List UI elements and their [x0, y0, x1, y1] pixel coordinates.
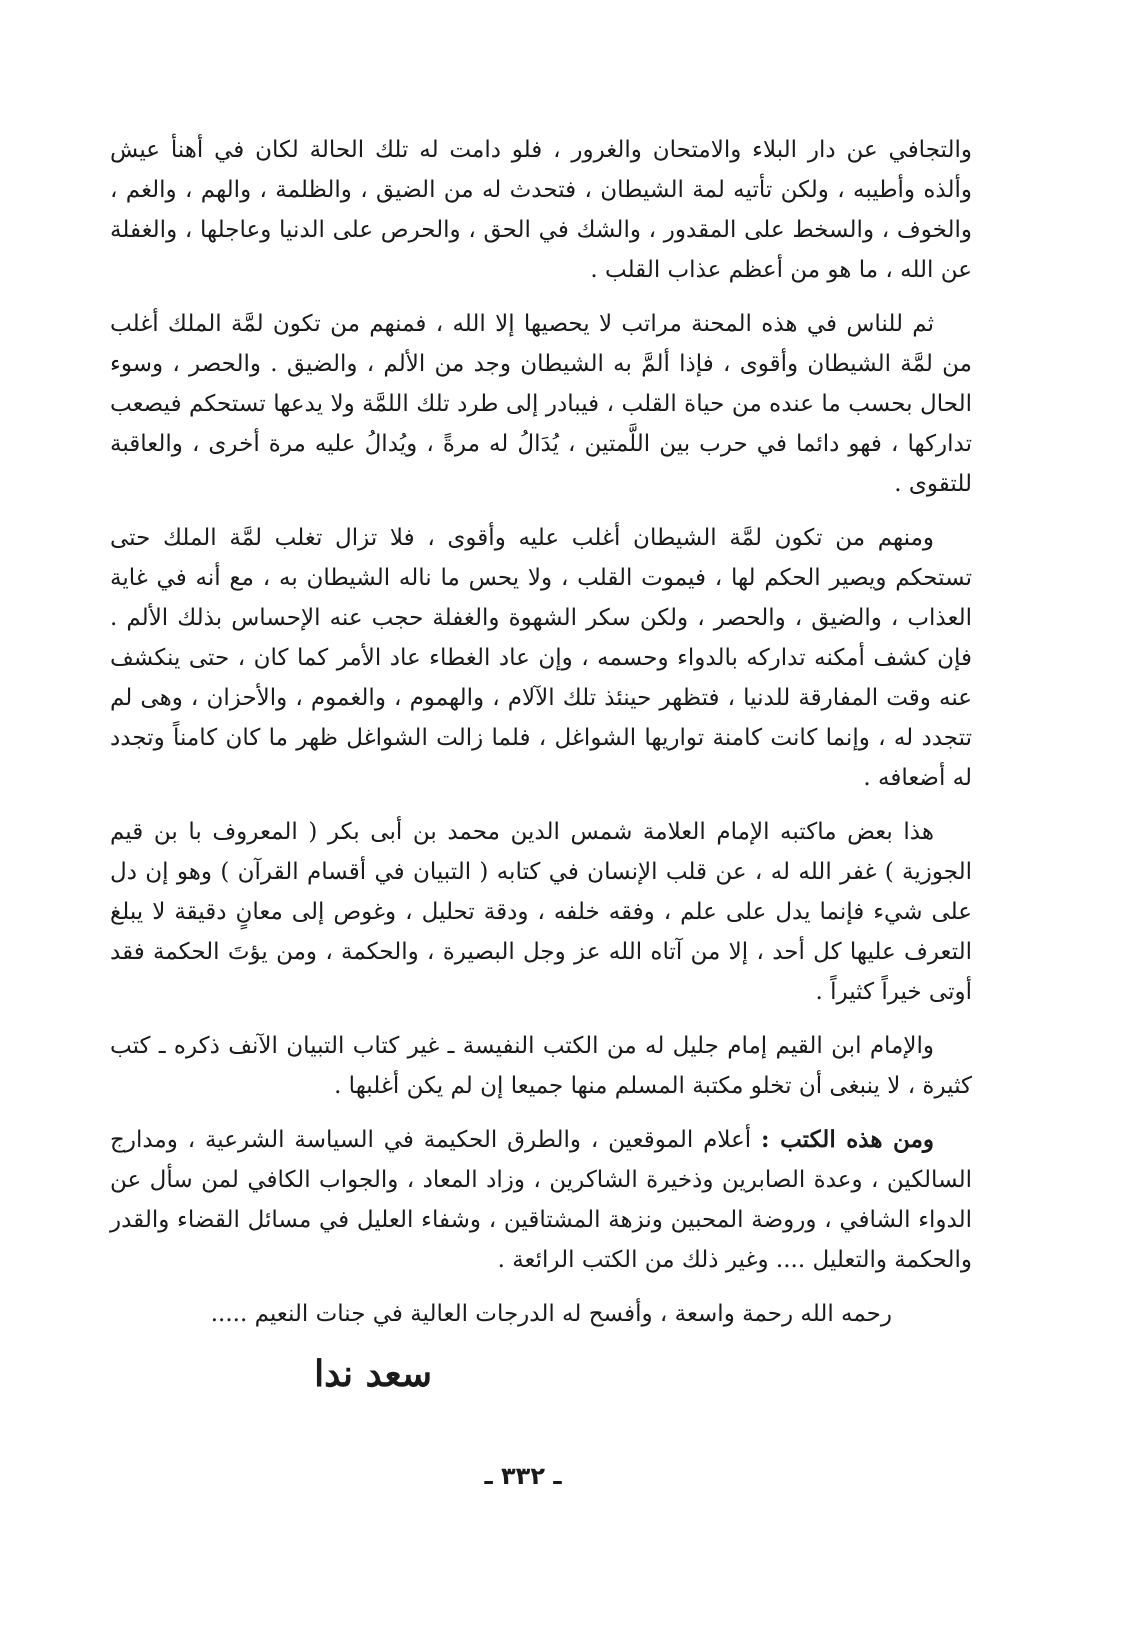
author-signature: سعد ندا	[314, 1353, 432, 1395]
paragraph-1: والتجافي عن دار البلاء والامتحان والغرور ، فلو دامت له تلك الحالة لكان في أهنأ عيش وألذه وأطيبه ، ولكن تأتيه لمة الشيطان ، فتحدث له من الضيق ، والظلمة ، والهم ، والغم ، والخوف ، والسخط على المقدور ، والشك في الحق ، والحرص على الدنيا وعاجلها ، والغفلة عن الله ، ما هو من أعظم عذاب القلب .	[110, 137, 972, 283]
books-lead: ومن هذه الكتب :	[761, 1126, 934, 1153]
closing-prayer: رحمه الله رحمة واسعة ، وأفسح له الدرجات العالية في جنات النعيم .....	[210, 1301, 892, 1327]
books-list-text: أعلام الموقعين ، والطرق الحكيمة في السياسة الشرعية ، ومدارج السالكين ، وعدة الصابرين وذخيرة الشاكرين ، وزاد المعاد ، والجواب الكافي لمن سأل عن الدواء الشافي ، وروضة المحبين ونزهة المشتاقين ، وشفاء العليل في مسائل القضاء والقدر والحكمة والتعليل .... وغير ذلك من الكتب الرائعة .	[110, 1127, 973, 1273]
paragraph-2: ثم للناس في هذه المحنة مراتب لا يحصيها إلا الله ، فمنهم من تكون لمَّة الملك أغلب من لمَّة الشيطان وأقوى ، فإذا ألمَّ به الشيطان وجد من الألم ، والضيق . والحصر ، وسوء الحال بحسب ما عنده من حياة القلب ، فيبادر إلى طرد تلك اللمَّة ولا يدعها تستحكم فيصعب تداركها ، فهو دائما في حرب بين اللَّمتين ، يُدَالُ له مرةً ، ويُدالُ عليه مرة أخرى ، والعاقبة للتقوى .	[110, 311, 972, 497]
page-number: ـ ٣٣٢ ـ	[484, 1462, 562, 1490]
paragraph-5: والإمام ابن القيم إمام جليل له من الكتب النفيسة ـ غير كتاب التبيان الآنف ذكره ـ كتب كثيرة ، لا ينبغى أن تخلو مكتبة المسلم منها جميعا إن لم يكن أغلبها .	[110, 1033, 972, 1099]
paragraph-4: هذا بعض ماكتبه الإمام العلامة شمس الدين محمد بن أبى بكر ( المعروف با بن قيم الجوزية ) غفر الله له ، عن قلب الإنسان في كتابه ( التبيان في أقسام القرآن ) وهو إن دل على شيء فإنما يدل على علم ، وفقه خلفه ، ودقة تحليل ، وغوص إلى معانٍ دقيقة لا يبلغ التعرف عليها كل أحد ، إلا من آتاه الله عز وجل البصيرة ، والحكمة ، ومن يؤتَ الحكمة فقد أوتى خيراً كثيراً .	[110, 819, 972, 1005]
paragraph-3: ومنهم من تكون لمَّة الشيطان أغلب عليه وأقوى ، فلا تزال تغلب لمَّة الملك حتى تستحكم ويصير الحكم لها ، فيموت القلب ، ولا يحس ما ناله الشيطان به ، مع أنه في غاية العذاب ، والضيق ، والحصر ، ولكن سكر الشهوة والغفلة حجب عنه الإحساس بذلك الألم . فإن كشف أمكنه تداركه بالدواء وحسمه ، وإن عاد الغطاء عاد الأمر كما كان ، حتى ينكشف عنه وقت المفارقة للدنيا ، فتظهر حينئذ تلك الآلام ، والهموم ، والغموم ، والأحزان ، وهى لم تتجدد له ، وإنما كانت كامنة تواريها الشواغل ، فلما زالت الشواغل ظهر ما كان كامناً وتجدد له أضعافه .	[110, 525, 972, 791]
document-page	[110, 130, 972, 1396]
books-paragraph	[110, 1120, 972, 1280]
